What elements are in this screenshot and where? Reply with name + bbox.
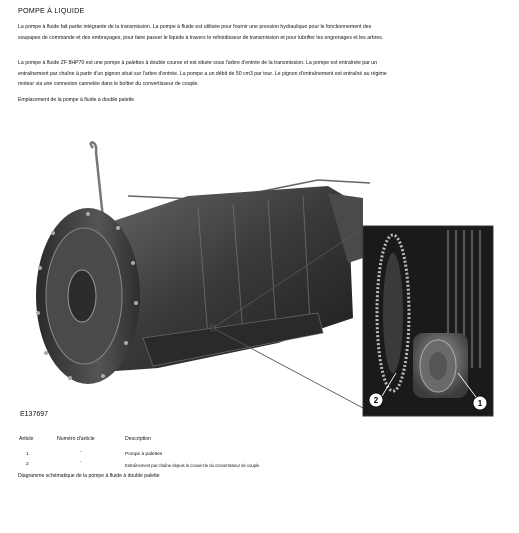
svg-text:2: 2 bbox=[373, 396, 379, 405]
text-line: La pompe à fluide fait partie intégrante de la transmission. La pompe à fluide est utilisée pour fournir une pression hydraulique pour le fonctionnement des bbox=[18, 24, 372, 30]
text-line: soupapes de commande et des embrayages, pour faire passer le liquide à travers le refroidisseur de transmission et pour lubrifier les engrenages et les arbres. bbox=[18, 34, 384, 41]
figure-footer-caption: Diagramme schématique de la pompe à fluide à double palette bbox=[18, 473, 160, 479]
text-line: moteur via une connexion cannelée dans le boîtier du convertisseur de couple. bbox=[18, 81, 199, 88]
row-1-numero: - bbox=[80, 450, 82, 455]
row-2-numero: - bbox=[80, 460, 82, 465]
header-article: Article bbox=[19, 436, 34, 442]
page-title: POMPE À LIQUIDE bbox=[18, 6, 85, 15]
header-numero: Numéro d'article bbox=[57, 436, 95, 442]
pump-description-paragraph bbox=[18, 58, 504, 90]
header-description: Description bbox=[125, 436, 151, 442]
row-1-description: Pompe à palettes bbox=[125, 452, 163, 457]
row-2-description: Entraînement par chaîne depuis le couvercle du convertisseur de couple bbox=[125, 463, 260, 468]
svg-text:1: 1 bbox=[477, 399, 483, 408]
transmission-figure bbox=[18, 138, 498, 420]
text-line: entraînement par chaîne à partir d'un pignon situé sur l'arbre d'entrée. La pompe a un débit de 50 cm3 par tour. Le pignon d'entraînement est entraîné au régime bbox=[18, 70, 387, 77]
intro-paragraph bbox=[18, 22, 504, 43]
text-line: La pompe à fluide ZF 8HP70 est une pompe à palettes à double course et est située sous l'arbre d'entrée de la transmission. La pompe est entraînée par un bbox=[18, 60, 377, 66]
row-2-article: 2 bbox=[26, 462, 29, 467]
figure-caption: Emplacement de la pompe à fluide à double palette bbox=[18, 97, 135, 103]
row-1-article: 1 bbox=[26, 452, 29, 457]
pump-inset bbox=[363, 226, 493, 416]
figure-id: E137697 bbox=[20, 411, 49, 418]
